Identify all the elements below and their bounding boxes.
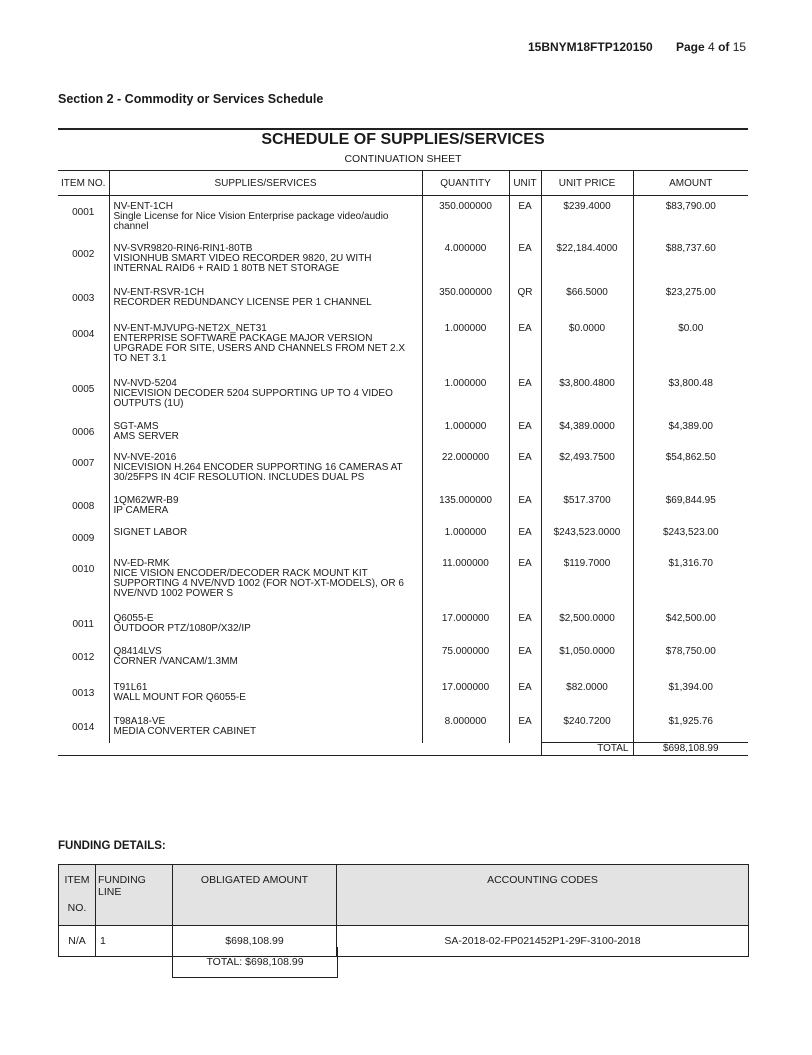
item-code: 1QM62WR-B9 bbox=[113, 494, 179, 506]
item-quantity: 75.000000 bbox=[422, 641, 509, 677]
item-amount: $83,790.00 bbox=[633, 196, 748, 238]
item-quantity: 17.000000 bbox=[422, 608, 509, 641]
item-description bbox=[109, 282, 422, 318]
item-code: NV-ENT-MJVUPG-NET2X_NET31 bbox=[113, 322, 267, 334]
item-description bbox=[109, 677, 422, 711]
item-unit: EA bbox=[509, 447, 541, 490]
item-amount: $78,750.00 bbox=[633, 641, 748, 677]
funding-col-line: FUNDING LINE bbox=[96, 865, 173, 926]
item-amount: $69,844.95 bbox=[633, 490, 748, 522]
funding-row bbox=[59, 926, 749, 957]
item-amount: $4,389.00 bbox=[633, 416, 748, 447]
funding-total: TOTAL: $698,108.99 bbox=[172, 947, 338, 978]
item-code: SIGNET LABOR bbox=[113, 526, 188, 538]
col-amount: AMOUNT bbox=[633, 171, 748, 196]
item-unit-price: $119.7000 bbox=[541, 553, 633, 608]
item-text: ENTERPRISE SOFTWARE PACKAGE MAJOR VERSION UPGRADE FOR SITE, USERS AND CHANNELS FROM NET 2.X TO NET 3.1 bbox=[113, 332, 406, 364]
table-row bbox=[58, 238, 748, 282]
item-number: 0014 bbox=[72, 721, 95, 733]
item-unit-price: $22,184.4000 bbox=[541, 238, 633, 282]
item-code: T98A18-VE bbox=[113, 715, 166, 727]
table-row bbox=[58, 318, 748, 373]
item-description bbox=[109, 416, 422, 447]
item-text: RECORDER REDUNDANCY LICENSE PER 1 CHANNEL bbox=[113, 296, 372, 308]
item-unit-price: $4,389.0000 bbox=[541, 416, 633, 447]
page-current: 4 bbox=[708, 40, 715, 54]
table-row bbox=[58, 416, 748, 447]
funding-codes: SA-2018-02-FP021452P1-29F-3100-2018 bbox=[337, 926, 749, 957]
item-unit: EA bbox=[509, 490, 541, 522]
item-unit-price: $243,523.0000 bbox=[541, 522, 633, 553]
table-row bbox=[58, 711, 748, 743]
table-row bbox=[58, 677, 748, 711]
schedule-table bbox=[58, 170, 748, 756]
item-text: NICEVISION DECODER 5204 SUPPORTING UP TO 4 VIDEO OUTPUTS (1U) bbox=[113, 387, 393, 409]
item-unit: EA bbox=[509, 373, 541, 416]
funding-header-row bbox=[59, 865, 749, 926]
item-text: MEDIA CONVERTER CABINET bbox=[113, 725, 257, 737]
item-number: 0001 bbox=[72, 207, 95, 218]
table-row bbox=[58, 608, 748, 641]
item-text: NICEVISION H.264 ENCODER SUPPORTING 16 CAMERAS AT 30/25FPS IN 4CIF RESOLUTION. INCLUDES DUAL PS bbox=[113, 461, 403, 483]
table-row bbox=[58, 553, 748, 608]
item-unit-price: $66.5000 bbox=[541, 282, 633, 318]
item-unit-price: $82.0000 bbox=[541, 677, 633, 711]
item-amount: $1,316.70 bbox=[633, 553, 748, 608]
item-unit: EA bbox=[509, 318, 541, 373]
item-text: WALL MOUNT FOR Q6055-E bbox=[113, 691, 246, 703]
total-label: TOTAL bbox=[541, 743, 633, 756]
item-description bbox=[109, 447, 422, 490]
item-number: 0004 bbox=[72, 328, 95, 340]
item-number: 0009 bbox=[72, 532, 95, 544]
page-total: 15 bbox=[732, 40, 747, 54]
item-quantity: 17.000000 bbox=[422, 677, 509, 711]
item-unit-price: $240.7200 bbox=[541, 711, 633, 743]
item-quantity: 350.000000 bbox=[422, 196, 509, 238]
item-amount: $88,737.60 bbox=[633, 238, 748, 282]
item-code: NV-ENT-1CH bbox=[113, 201, 173, 212]
col-supplies: SUPPLIES/SERVICES bbox=[109, 171, 422, 196]
schedule-total-row bbox=[58, 743, 748, 756]
item-unit-price: $517.3700 bbox=[541, 490, 633, 522]
item-amount: $0.00 bbox=[633, 318, 748, 373]
item-text: AMS SERVER bbox=[113, 430, 179, 442]
item-quantity: 1.000000 bbox=[422, 373, 509, 416]
item-quantity: 1.000000 bbox=[422, 318, 509, 373]
item-unit: EA bbox=[509, 522, 541, 553]
item-unit-price: $239.4000 bbox=[541, 196, 633, 238]
item-unit-price: $2,500.0000 bbox=[541, 608, 633, 641]
item-amount: $42,500.00 bbox=[633, 608, 748, 641]
item-unit: EA bbox=[509, 711, 541, 743]
col-item-no: ITEM NO. bbox=[58, 171, 109, 196]
item-number: 0008 bbox=[72, 500, 95, 512]
col-unit-price: UNIT PRICE bbox=[541, 171, 633, 196]
item-description bbox=[109, 238, 422, 282]
item-quantity: 135.000000 bbox=[422, 490, 509, 522]
item-text: CORNER /VANCAM/1.3MM bbox=[113, 655, 238, 667]
page-prefix: Page bbox=[676, 40, 705, 54]
item-unit: EA bbox=[509, 196, 541, 238]
funding-amount: $698,108.99 bbox=[173, 926, 337, 957]
item-amount: $1,925.76 bbox=[633, 711, 748, 743]
item-unit: QR bbox=[509, 282, 541, 318]
item-description bbox=[109, 641, 422, 677]
item-code: SGT-AMS bbox=[113, 420, 159, 432]
item-code: NV-SVR9820-RIN6-RIN1-80TB bbox=[113, 242, 253, 254]
item-quantity: 350.000000 bbox=[422, 282, 509, 318]
item-amount: $54,862.50 bbox=[633, 447, 748, 490]
item-number: 0011 bbox=[72, 618, 94, 630]
item-code: NV-ED-RMK bbox=[113, 557, 170, 569]
funding-col-codes: ACCOUNTING CODES bbox=[337, 865, 749, 926]
item-code: NV-NVD-5204 bbox=[113, 377, 177, 389]
item-description bbox=[109, 196, 422, 238]
item-unit: EA bbox=[509, 416, 541, 447]
item-code: NV-NVE-2016 bbox=[113, 451, 177, 463]
item-unit-price: $1,050.0000 bbox=[541, 641, 633, 677]
item-quantity: 1.000000 bbox=[422, 416, 509, 447]
funding-title: FUNDING DETAILS: bbox=[58, 840, 166, 852]
funding-item: N/A bbox=[59, 926, 96, 957]
section-title: Section 2 - Commodity or Services Schedule bbox=[58, 92, 324, 106]
schedule-subtitle: CONTINUATION SHEET bbox=[344, 153, 462, 165]
table-row bbox=[58, 490, 748, 522]
item-number: 0013 bbox=[72, 687, 95, 699]
funding-col-item-line1: ITEM bbox=[64, 874, 90, 886]
table-row bbox=[58, 373, 748, 416]
item-description bbox=[109, 490, 422, 522]
item-unit-price: $2,493.7500 bbox=[541, 447, 633, 490]
total-value: $698,108.99 bbox=[633, 743, 748, 756]
item-amount: $243,523.00 bbox=[633, 522, 748, 553]
item-unit: EA bbox=[509, 553, 541, 608]
item-text: NICE VISION ENCODER/DECODER RACK MOUNT KIT SUPPORTING 4 NVE/NVD 1002 (FOR NOT-XT-MODELS), OR 6 NVE/NVD 1002 POWER S bbox=[113, 567, 404, 599]
item-unit: EA bbox=[509, 238, 541, 282]
item-quantity: 22.000000 bbox=[422, 447, 509, 490]
table-row bbox=[58, 641, 748, 677]
col-quantity: QUANTITY bbox=[422, 171, 509, 196]
funding-table bbox=[58, 864, 749, 957]
item-number: 0005 bbox=[72, 383, 95, 395]
item-unit-price: $3,800.4800 bbox=[541, 373, 633, 416]
document-reference: 15BNYM18FTP120150 bbox=[528, 40, 653, 54]
item-description bbox=[109, 318, 422, 373]
item-unit-price: $0.0000 bbox=[541, 318, 633, 373]
item-description bbox=[109, 522, 422, 553]
item-quantity: 1.000000 bbox=[422, 522, 509, 553]
item-quantity: 11.000000 bbox=[422, 553, 509, 608]
item-text: VISIONHUB SMART VIDEO RECORDER 9820, 2U WITH INTERNAL RAID6 + RAID 1 80TB NET STORAGE bbox=[113, 252, 372, 274]
item-code: T91L61 bbox=[113, 681, 148, 693]
funding-line: 1 bbox=[96, 926, 173, 957]
item-text: IP CAMERA bbox=[113, 504, 169, 516]
item-unit: EA bbox=[509, 677, 541, 711]
item-number: 0012 bbox=[72, 651, 95, 663]
item-unit: EA bbox=[509, 608, 541, 641]
item-amount: $3,800.48 bbox=[633, 373, 748, 416]
item-description bbox=[109, 711, 422, 743]
item-quantity: 4.000000 bbox=[422, 238, 509, 282]
funding-col-item bbox=[59, 865, 96, 926]
page-indicator bbox=[676, 40, 746, 54]
table-row bbox=[58, 522, 748, 553]
item-text: Single License for Nice Vision Enterprise package video/audio channel bbox=[113, 211, 389, 232]
col-unit: UNIT bbox=[509, 171, 541, 196]
item-description bbox=[109, 608, 422, 641]
table-row bbox=[58, 282, 748, 318]
item-amount: $1,394.00 bbox=[633, 677, 748, 711]
schedule-title: SCHEDULE OF SUPPLIES/SERVICES bbox=[261, 131, 545, 148]
funding-col-obligated: OBLIGATED AMOUNT bbox=[173, 865, 337, 926]
divider bbox=[58, 128, 748, 130]
item-quantity: 8.000000 bbox=[422, 711, 509, 743]
item-code: NV-ENT-RSVR-1CH bbox=[113, 286, 205, 298]
item-text: OUTDOOR PTZ/1080P/X32/IP bbox=[113, 622, 251, 634]
page-of: of bbox=[718, 40, 730, 54]
item-number: 0003 bbox=[72, 292, 95, 304]
item-unit: EA bbox=[509, 641, 541, 677]
item-amount: $23,275.00 bbox=[633, 282, 748, 318]
item-code: Q6055-E bbox=[113, 612, 154, 624]
table-row bbox=[58, 196, 748, 238]
item-description bbox=[109, 553, 422, 608]
schedule-header-row bbox=[58, 171, 748, 196]
table-row bbox=[58, 447, 748, 490]
item-description bbox=[109, 373, 422, 416]
item-number: 0002 bbox=[72, 248, 95, 260]
item-number: 0007 bbox=[72, 457, 95, 469]
item-number: 0006 bbox=[72, 426, 95, 438]
item-number: 0010 bbox=[72, 563, 95, 575]
item-code: Q8414LVS bbox=[113, 645, 162, 657]
funding-col-item-line2: NO. bbox=[67, 902, 87, 914]
